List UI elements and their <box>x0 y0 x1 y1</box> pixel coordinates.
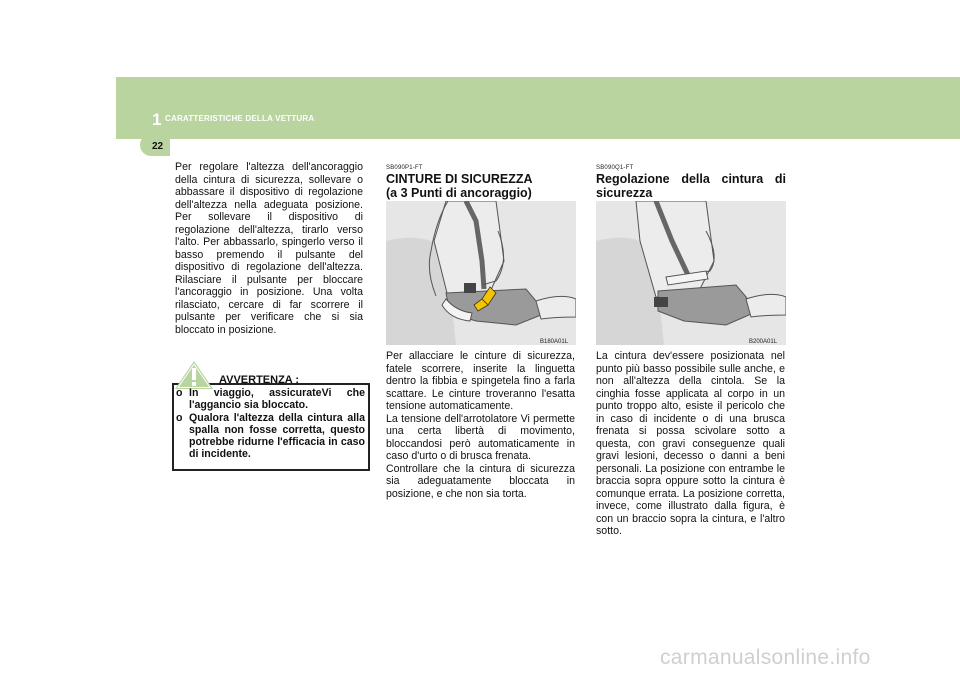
section-heading: Regolazione della cintura di sicurezza <box>596 172 786 200</box>
bullet-marker: o <box>176 411 183 424</box>
section-code: SB090Q1-FT <box>596 165 634 171</box>
section-heading-line: CINTURE DI SICUREZZA <box>386 172 533 186</box>
seatbelt-adjustment-illustration <box>596 201 786 345</box>
fastening-instructions <box>386 350 575 500</box>
warning-item-text: In viaggio, assicurateVi che l'aggancio sia bloccato. <box>189 387 365 412</box>
paragraph: Per allacciare le cinture di sicurezza, fatele scorrere, inserite la linguetta dentro la fibbia e spingetela fino a farla scattare. Le cinture troveranno l'esatta tensione automaticamente. <box>386 350 575 412</box>
adjustment-paragraph: La cintura dev'essere posizionata nel punto più basso possibile sulle anche, e non all'altezza della cintola. Se la cinghia fosse applicata al corpo in un punto troppo alto, esiste il pericolo che in caso di incidente o di una brusca frenata si possa scivolare sotto a questa, con gravi conseguenze quali gravi lesioni, decesso o danni a beni personali. La posizione con entrambe le braccia sopra oppure sotto la cintura è comunque errata. La posizione corretta, invece, come illustrato dalla figura, è con un braccio sopra la cintura, e l'altro sotto. <box>596 350 785 537</box>
paragraph: Controllare che la cintura di sicurezza sia adeguatamente bloccata in posizione, e che non sia torta. <box>386 462 575 500</box>
seatbelt-fastening-illustration <box>386 201 576 345</box>
paragraph: La tensione dell'arrotolatore Vi permette una certa libertà di movimento, bloccandosi però automaticamente in caso d'urto o di brusca frenata. <box>386 412 575 462</box>
page-number: 22 <box>152 141 164 152</box>
section-heading <box>386 172 576 200</box>
seatbelt-fastening-drawing <box>386 201 576 345</box>
warning-item <box>176 387 365 412</box>
section-code: SB090P1-FT <box>386 165 423 171</box>
section-heading-line: (a 3 Punti di ancoraggio) <box>386 186 532 200</box>
chapter-number: 1 <box>152 110 162 129</box>
watermark: carmanualsonline.info <box>660 646 871 669</box>
seatbelt-adjustment-drawing <box>596 201 786 345</box>
image-caption: B180A01L <box>540 339 569 345</box>
image-caption: B200A01L <box>749 339 778 345</box>
chapter-title: CARATTERISTICHE DELLA VETTURA <box>165 114 315 123</box>
bullet-marker: o <box>176 387 183 399</box>
height-adjustment-paragraph: Per regolare l'altezza dell'ancoraggio della cintura di sicurezza, sollevare o abbassare il dispositivo di regolazione dell'altezza nella adeguata posizione. Per sollevare il dispositivo di regolazione dell'altezza, tirarlo verso l'alto. Per abbassarlo, spingerlo verso il basso premendo il pulsante del dispositivo di regolazione dell'altezza. Rilasciare il pulsante per bloccare l'ancoraggio in posizione. Una volta rilasciato, cercare di far scorrere il pulsante per verificare che si sia bloccato in posizione. <box>175 161 363 336</box>
warning-item <box>176 412 365 461</box>
warning-title: AVVERTENZA : <box>219 374 300 386</box>
warning-item-text: Qualora l'altezza della cintura alla spalla non fosse corretta, questo potrebbe ridurne l'efficacia in caso di incidente. <box>189 411 365 461</box>
warning-triangle-icon <box>174 360 214 390</box>
warning-list <box>176 387 365 461</box>
header-band <box>116 77 960 139</box>
